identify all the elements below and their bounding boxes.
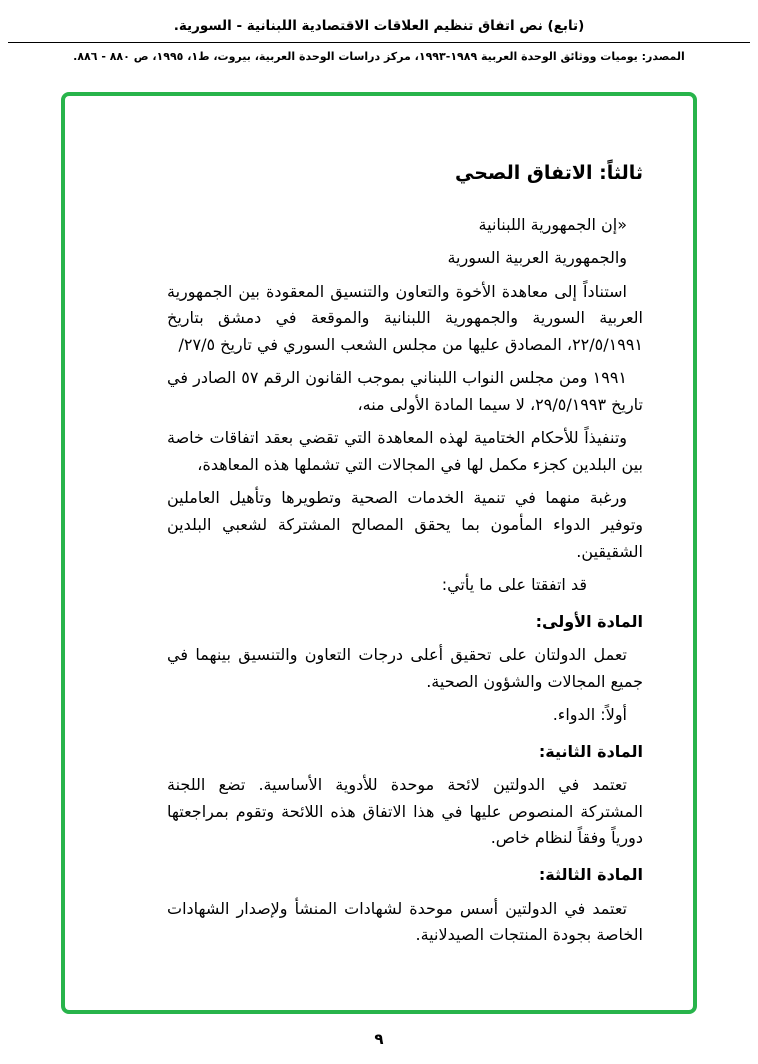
paragraph: استناداً إلى معاهدة الأخوة والتعاون والتنسيق المعقودة بين الجمهورية العربية السورية والجمهورية اللبنانية والموقعة في دمشق بتاريخ ٢٢/٥/١٩٩١، المصادق عليها من مجلس الشعب السوري في تاريخ ٢٧/٥/ bbox=[167, 281, 643, 354]
paragraph: ١٩٩١ ومن مجلس النواب اللبناني بموجب القانون الرقم ٥٧ الصادر في تاريخ ٢٩/٥/١٩٩٣، لا سيما المادة الأولى منه، bbox=[167, 368, 643, 414]
paragraph: أولاً: الدواء. bbox=[552, 705, 627, 725]
paragraph: وتنفيذاً للأحكام الختامية لهذه المعاهدة التي تقضي بعقد اتفاقات خاصة بين البلدين كجزء مكمل لها في المجالات التي تشملها هذه المعاهدة، bbox=[167, 428, 643, 474]
article-heading: المادة الأولى: bbox=[535, 611, 643, 631]
paragraph: قد اتفقتا على ما يأتي: bbox=[441, 575, 587, 595]
header-source: المصدر: يوميات ووثائق الوحدة العربية ١٩٨٩-١٩٩٣، مركز دراسات الوحدة العربية، بيروت، ط١، ١٩٩٥، ص ٨٨٠ - ٨٨٦. bbox=[73, 50, 685, 63]
paragraph: «إن الجمهورية اللبنانية bbox=[478, 214, 627, 234]
header-divider bbox=[8, 42, 750, 43]
paragraph: تعمل الدولتان على تحقيق أعلى درجات التعاون والتنسيق بينهما في جميع المجالات والشؤون الصحية. bbox=[167, 645, 643, 691]
article-heading: المادة الثانية: bbox=[538, 741, 643, 761]
article-heading: المادة الثالثة: bbox=[538, 865, 643, 885]
paragraph: تعتمد في الدولتين لائحة موحدة للأدوية الأساسية. تضع اللجنة المشتركة المنصوص عليها في هذا الاتفاق هذه اللائحة وتقوم بمراجعتها دورياً وفقاً لنظام خاص. bbox=[167, 775, 643, 848]
paragraph: تعتمد في الدولتين أسس موحدة لشهادات المنشأ ولإصدار الشهادات الخاصة بجودة المنتجات الصيدلانية. bbox=[167, 898, 643, 945]
document-blocks bbox=[167, 212, 643, 949]
page-header bbox=[0, 0, 758, 63]
page-number: ٩ bbox=[374, 1030, 384, 1048]
paragraph: ورغبة منهما في تنمية الخدمات الصحية وتطويرها وتأهيل العاملين وتوفير الدواء المأمون بما يحقق المصالح المشتركة لشعبي البلدين الشقيقين. bbox=[167, 488, 643, 561]
paragraph: والجمهورية العربية السورية bbox=[447, 248, 627, 268]
content-frame bbox=[61, 92, 697, 1014]
header-title: (تابع) نص اتفاق تنظيم العلاقات الاقتصادية اللبنانية - السورية. bbox=[173, 18, 585, 34]
document-body bbox=[167, 158, 643, 956]
section-title: ثالثاً: الاتفاق الصحي bbox=[455, 162, 643, 184]
